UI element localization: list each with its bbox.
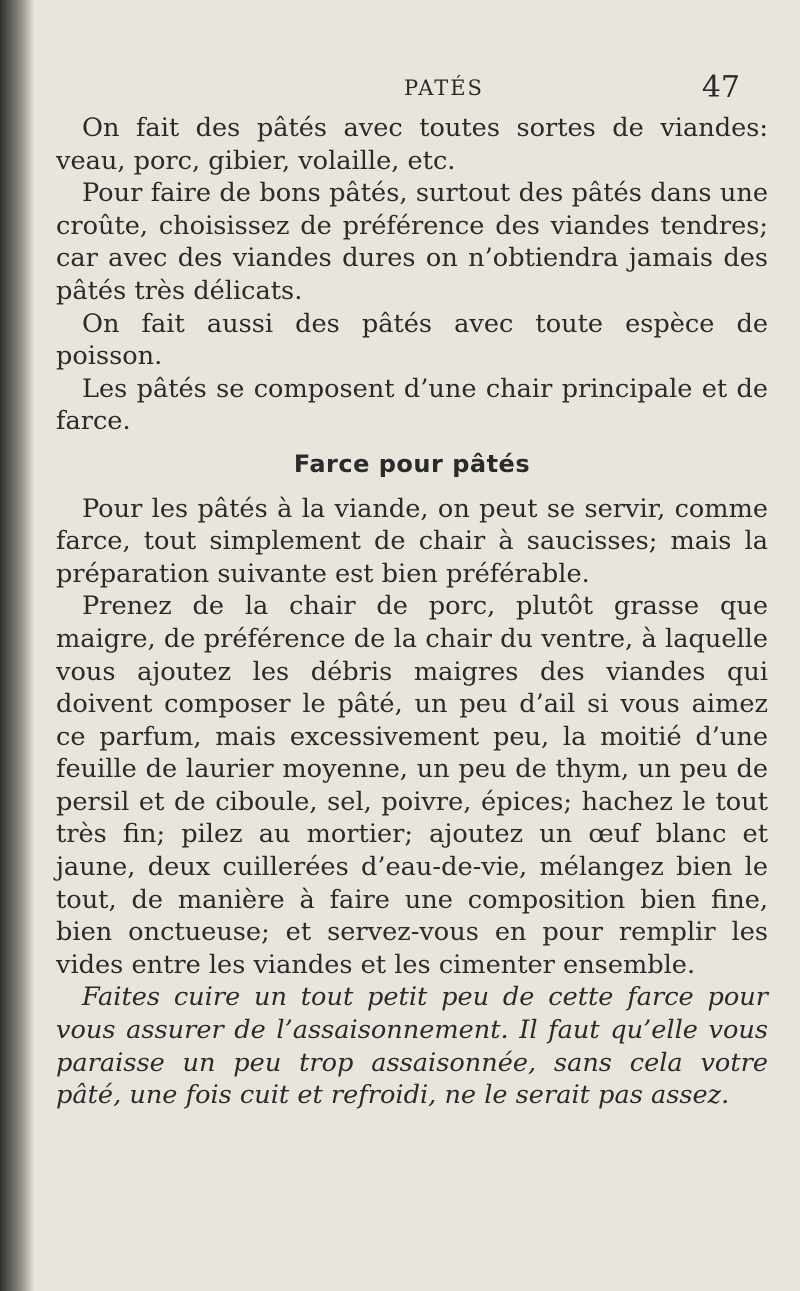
italic-note: Faites cuire un tout petit peu de cette farce pour vous assurer de l’assaisonnement. Il faut qu’elle vous paraisse un peu trop assaisonnée, sans cela votre pâté, une fois cuit et refroidi, ne le serait pas assez. [56, 982, 768, 1111]
paragraph: Prenez de la chair de porc, plutôt grasse que maigre, de préférence de la chair du ventre, à laquelle vous ajoutez les débris maigres des viandes qui doivent composer le pâté, un peu d’ail si vous aimez ce parfum, mais excessivement peu, la moitié d’une feuille de laurier moyenne, un peu de thym, un peu de persil et de ciboule, sel, poivre, épices; hachez le tout très fin; pilez au mortier; ajoutez un œuf blanc et jaune, deux cuillerées d’eau-de-vie, mélangez bien le tout, de manière à faire une composition bien fine, bien onctueuse; et servez-vous en pour remplir les vides entre les viandes et les cimenter ensemble. [56, 591, 768, 980]
paragraph: Les pâtés se composent d’une chair principale et de farce. [56, 373, 768, 437]
paragraph: Pour faire de bons pâtés, surtout des pâtés dans une croûte, choisissez de préférence des viandes tendres; car avec des viandes dures on n’obtiendra jamais des pâtés très délicats. [56, 178, 768, 306]
body-text [56, 112, 768, 1112]
paragraph: Pour les pâtés à la viande, on peut se servir, comme farce, tout simplement de chair à saucisses; mais la préparation suivante est bien préférable. [56, 493, 768, 589]
page-number: 47 [701, 70, 740, 105]
page-header [0, 70, 800, 106]
paragraph: On fait des pâtés avec toutes sortes de viandes: veau, porc, gibier, volaille, etc. [56, 113, 768, 176]
running-head: PATÉS [404, 76, 484, 100]
section-heading: Farce pour pâtés [293, 449, 531, 478]
book-binding-edge [0, 0, 34, 1291]
paragraph: On fait aussi des pâtés avec toute espèce de poisson. [56, 308, 768, 372]
